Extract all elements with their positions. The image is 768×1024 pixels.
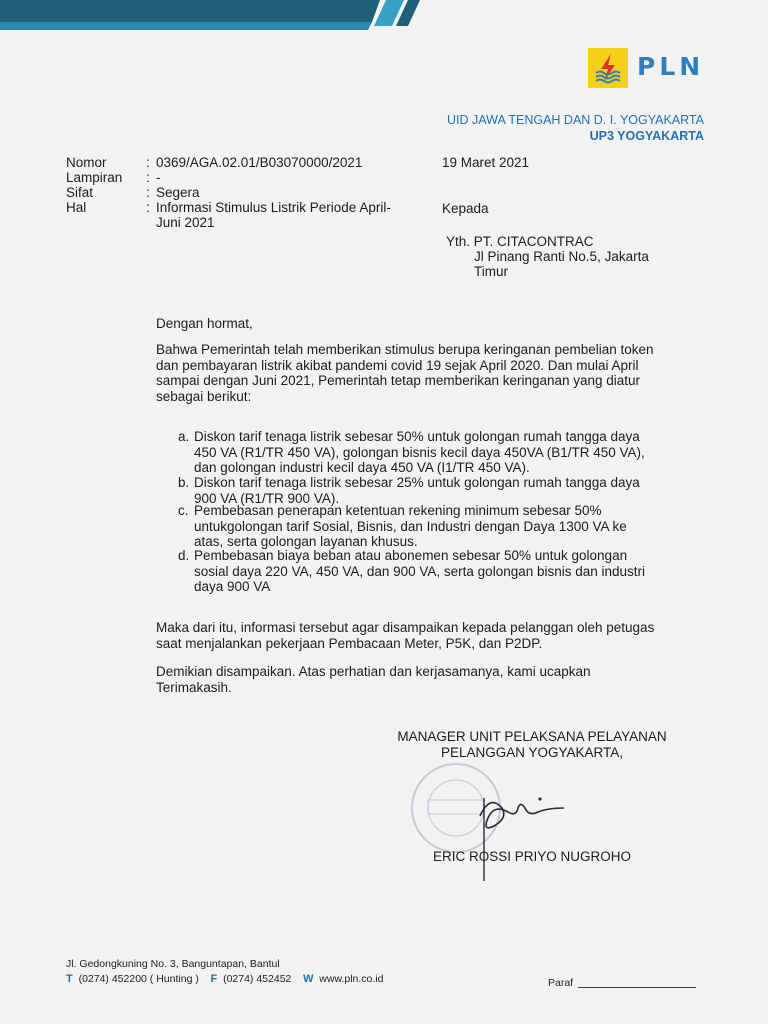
- text-line: atas, serta golongan layanan khusus.: [194, 534, 418, 549]
- header-band: [0, 0, 768, 34]
- lightning-icon: [588, 48, 628, 88]
- colon: :: [146, 155, 150, 170]
- text-line: sosial daya 220 VA, 450 VA, dan 900 VA, serta golongan bisnis dan industri: [194, 563, 646, 579]
- text-line: sebagai berikut:: [156, 388, 252, 404]
- text-line: Terimakasih.: [156, 679, 232, 695]
- list-item: [178, 548, 678, 595]
- web-value: www.pln.co.id: [319, 973, 384, 985]
- text-line: 450 VA (R1/TR 450 VA), golongan bisnis kecil daya 450VA (B1/TR 450 VA),: [194, 444, 645, 460]
- signatory-title: [372, 729, 692, 760]
- text-line: MANAGER UNIT PELAKSANA PELAYANAN: [397, 729, 667, 744]
- list-item: [178, 429, 678, 476]
- text-line: saat menjalankan pekerjaan Pembacaan Meter, P5K, dan P2DP.: [156, 635, 543, 651]
- text-line: dan golongan industri kecil daya 450 VA (I1/TR 450 VA).: [194, 460, 530, 475]
- list-marker: c.: [178, 503, 189, 518]
- text-line: Pembebasan biaya beban atau abonemen sebesar 50% untuk golongan: [194, 548, 628, 563]
- closing-paragraph-1: [156, 620, 686, 651]
- text-line: Maka dari itu, informasi tersebut agar disampaikan kepada pelanggan oleh petugas: [156, 620, 655, 635]
- colon: :: [146, 185, 150, 200]
- paraf-label: Paraf: [548, 977, 574, 989]
- brand-text: PLN: [637, 52, 705, 81]
- list-item: [178, 503, 678, 550]
- sifat-label: Sifat: [66, 185, 94, 200]
- nomor-label: Nomor: [66, 155, 107, 170]
- text-line: Diskon tarif tenaga listrik sebesar 25% untuk golongan rumah tangga daya: [194, 475, 640, 490]
- paraf-line: [578, 987, 696, 988]
- text-line: Diskon tarif tenaga listrik sebesar 50% untuk golongan rumah tangga daya: [194, 429, 640, 444]
- list-marker: a.: [178, 429, 190, 444]
- phone-value: (0274) 452200 ( Hunting ): [78, 973, 199, 985]
- signatory-name: ERIC ROSSI PRIYO NUGROHO: [432, 849, 632, 864]
- text-line: Bahwa Pemerintah telah memberikan stimulus berupa keringanan pembelian token: [156, 342, 654, 357]
- list-marker: b.: [178, 475, 190, 490]
- text-line: PELANGGAN YOGYAKARTA,: [440, 744, 624, 760]
- text-line: 900 VA (R1/TR 900 VA).: [194, 490, 340, 506]
- closing-paragraph-2: [156, 664, 686, 695]
- greeting: Dengan hormat,: [156, 316, 253, 331]
- hal-value-line-2: Juni 2021: [156, 215, 215, 230]
- footer-address: Jl. Gedongkuning No. 3, Banguntapan, Bantul: [66, 958, 280, 970]
- nomor-value: 0369/AGA.02.01/B03070000/2021: [156, 155, 363, 170]
- hal-value-line-1: Informasi Stimulus Listrik Periode April-: [156, 200, 391, 215]
- text-line: sampai dengan Juni 2021, Pemerintah tetap memberikan keringanan yang diatur: [156, 373, 641, 388]
- list-item: [178, 475, 678, 506]
- lampiran-value: -: [156, 170, 161, 185]
- unit-line-1: UID JAWA TENGAH DAN D. I. YOGYAKARTA: [447, 113, 704, 127]
- text-line: untukgolongan tarif Sosial, Bisnis, dan Industri dengan Daya 1300 VA ke: [194, 518, 627, 534]
- hal-label: Hal: [66, 200, 87, 215]
- recipient-address-1: Jl Pinang Ranti No.5, Jakarta: [474, 249, 649, 264]
- lampiran-label: Lampiran: [66, 170, 123, 185]
- colon: :: [146, 170, 150, 185]
- sifat-value: Segera: [156, 185, 200, 200]
- web-key: W: [303, 973, 314, 985]
- letter-date: 19 Maret 2021: [442, 155, 530, 170]
- text-line: Demikian disampaikan. Atas perhatian dan kerjasamanya, kami ucapkan: [156, 664, 591, 679]
- fax-value: (0274) 452452: [223, 973, 292, 985]
- text-line: dan pembayaran listrik akibat pandemi covid 19 sejak April 2020. Dan mulai April: [156, 357, 639, 373]
- fax-key: F: [210, 973, 218, 985]
- handwritten-signature: [470, 786, 580, 891]
- text-line: Pembebasan penerapan ketentuan rekening minimum sebesar 50%: [194, 503, 602, 518]
- unit-line-2: UP3 YOGYAKARTA: [589, 129, 704, 143]
- phone-key: T: [66, 973, 73, 985]
- list-marker: d.: [178, 548, 190, 563]
- colon: :: [146, 200, 150, 215]
- recipient-name: Yth. PT. CITACONTRAC: [446, 234, 594, 249]
- text-line: daya 900 VA: [194, 579, 271, 594]
- intro-paragraph: [156, 342, 686, 404]
- kepada-label: Kepada: [442, 201, 489, 216]
- recipient-address-2: Timur: [474, 264, 508, 279]
- footer-contacts: [66, 973, 384, 985]
